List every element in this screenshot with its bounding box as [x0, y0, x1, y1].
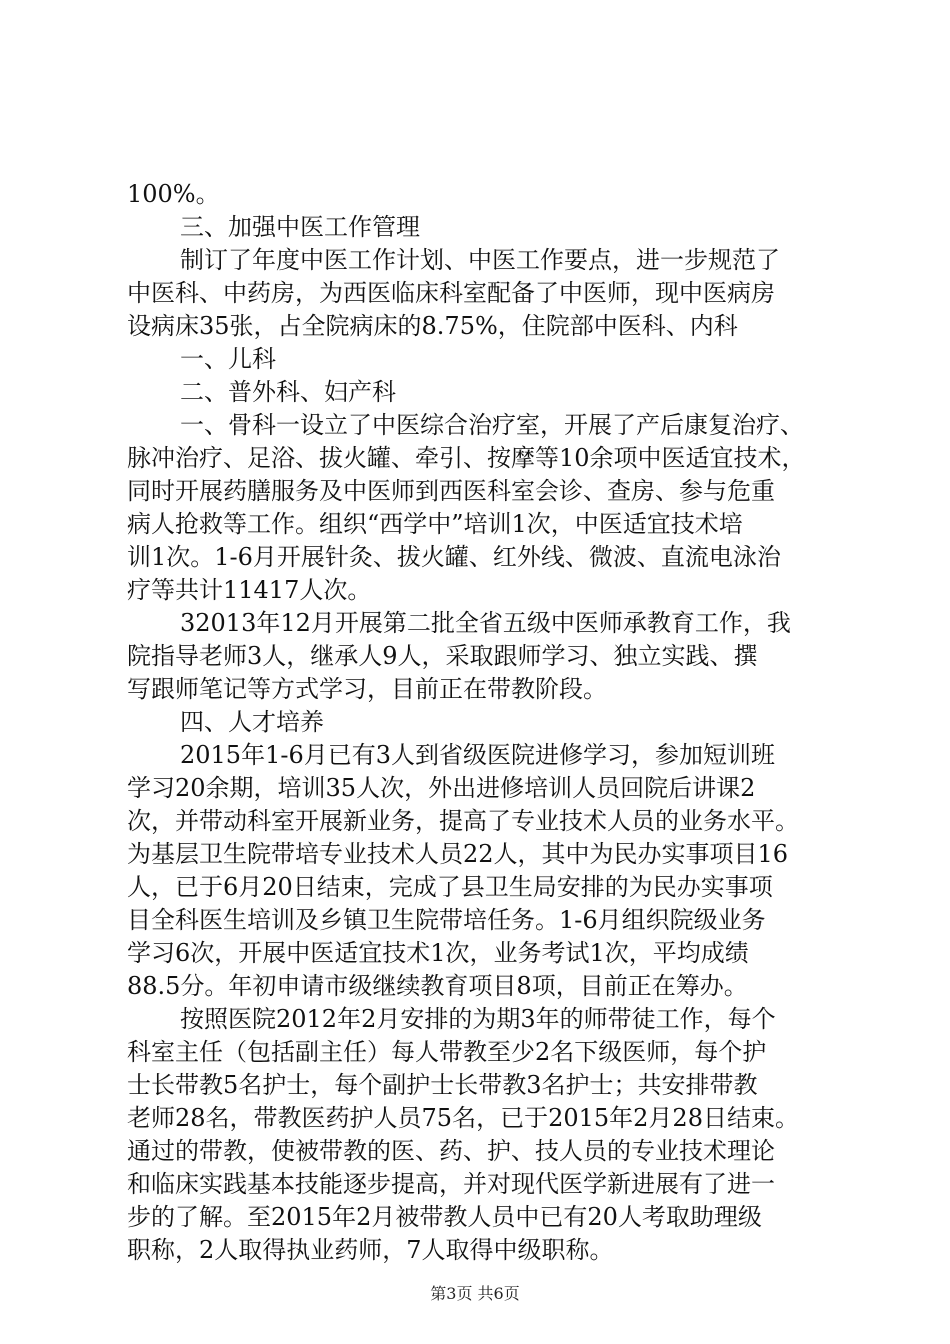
text-line: 88.5分。年初申请市级继续教育项目8项，目前正在筹办。: [127, 972, 748, 1000]
text-line: 2015年1-6月已有3人到省级医院进修学习，参加短训班: [180, 741, 775, 769]
text-line: 科室主任（包括副主任）每人带教至少2名下级医师，每个护: [127, 1038, 767, 1066]
text-line: 二、普外科、妇产科: [180, 378, 396, 406]
text-line: 按照医院2012年2月安排的为期3年的师带徒工作，每个: [180, 1005, 776, 1033]
text-line: 中医科、中药房，为西医临床科室配备了中医师，现中医病房: [127, 279, 775, 307]
text-line: 100%。: [127, 180, 220, 208]
text-line: 训1次。1-6月开展针灸、拔火罐、红外线、微波、直流电泳治: [127, 543, 781, 571]
text-line: 目全科医生培训及乡镇卫生院带培任务。1-6月组织院级业务: [127, 906, 766, 934]
text-line: 人，已于6月20日结束，完成了县卫生局安排的为民办实事项: [127, 873, 773, 901]
page-footer: 第3页 共6页: [430, 1284, 520, 1303]
text-line: 院指导老师3人，继承人9人，采取跟师学习、独立实践、撰: [127, 642, 758, 670]
text-line: 疗等共计11417人次。: [127, 576, 372, 604]
text-line: 学习6次，开展中医适宜技术1次，业务考试1次，平均成绩: [127, 939, 749, 967]
text-line: 制订了年度中医工作计划、中医工作要点，进一步规范了: [180, 246, 780, 274]
text-line: 脉冲治疗、足浴、拔火罐、牵引、按摩等10余项中医适宜技术，: [127, 444, 806, 472]
text-line: 同时开展药膳服务及中医师到西医科室会诊、查房、参与危重: [127, 477, 775, 505]
text-line: 为基层卫生院带培专业技术人员22人，其中为民办实事项目16: [127, 840, 789, 868]
text-line: 三、加强中医工作管理: [180, 213, 420, 241]
document-body: [127, 178, 847, 1267]
text-line: 次，并带动科室开展新业务，提高了专业技术人员的业务水平。: [127, 807, 799, 835]
text-line: 学习20余期，培训35人次，外出进修培训人员回院后讲课2: [127, 774, 756, 802]
text-line: 和临床实践基本技能逐步提高，并对现代医学新进展有了进一: [127, 1170, 775, 1198]
text-line: 通过的带教，使被带教的医、药、护、技人员的专业技术理论: [127, 1137, 775, 1165]
text-line: 士长带教5名护士，每个副护士长带教3名护士；共安排带教: [127, 1071, 758, 1099]
text-line: 老师28名，带教医药护人员75名，已于2015年2月28日结束。: [127, 1104, 799, 1132]
text-line: 四、人才培养: [180, 708, 324, 736]
text-line: 一、骨科一设立了中医综合治疗室，开展了产后康复治疗、: [180, 411, 804, 439]
text-line: 步的了解。至2015年2月被带教人员中已有20人考取助理级: [127, 1203, 762, 1231]
text-line: 32013年12月开展第二批全省五级中医师承教育工作，我: [180, 609, 791, 637]
text-line: 职称，2人取得执业药师，7人取得中级职称。: [127, 1236, 614, 1264]
text-line: 写跟师笔记等方式学习，目前正在带教阶段。: [127, 675, 607, 703]
text-line: 设病床35张，占全院病床的8.75%，住院部中医科、内科: [127, 312, 738, 340]
text-line: 一、儿科: [180, 345, 276, 373]
text-line: 病人抢救等工作。组织“西学中”培训1次，中医适宜技术培: [127, 510, 743, 538]
